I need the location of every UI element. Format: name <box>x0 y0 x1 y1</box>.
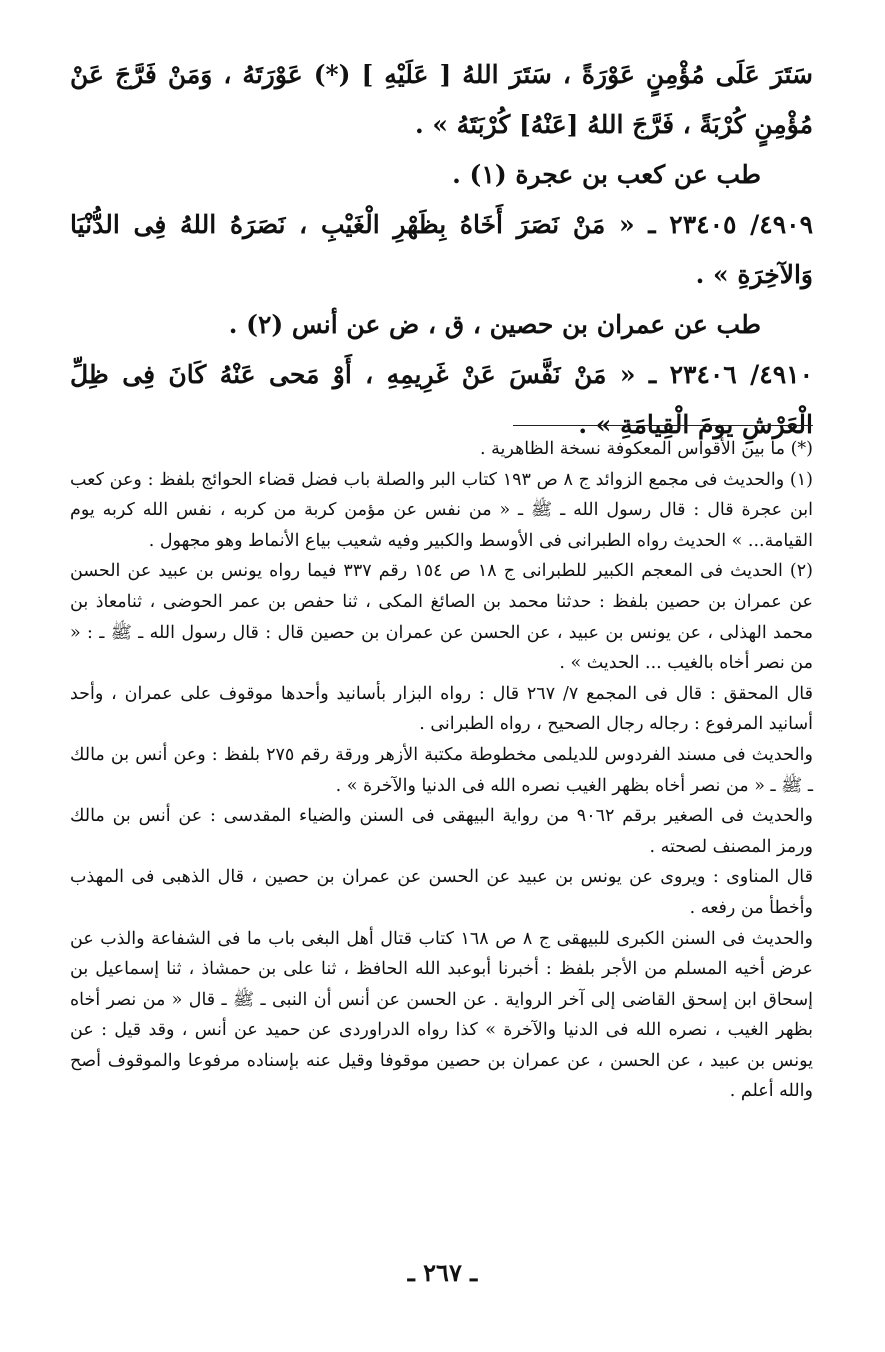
footnotes <box>70 434 813 1107</box>
source-line-2: طب عن عمران بن حصين ، ق ، ض عن أنس (٢) . <box>228 310 761 339</box>
footnote-1: (١) والحديث فى مجمع الزوائد ج ٨ ص ١٩٣ كتاب البر والصلة باب فضل قضاء الحوائج بلفظ : وعن كعب ابن عجرة قال : قال رسول الله ـ ﷺ ـ « من نفس عن مؤمن كربة من كربه ، نفس الله كربه يوم القيامة... » الحديث رواه الطبرانى فى الأوسط والكبير وفيه شعيب بياع الأنماط وهو مجهول . <box>70 469 813 551</box>
footnote-star: (*) ما بين الأقواس المعكوفة نسخة الظاهرية . <box>480 439 813 459</box>
hadith-continuation: سَتَرَ عَلَى مُؤْمِنٍ عَوْرَةً ، سَتَرَ اللهُ [ عَلَيْهِ ] (*) عَوْرَتَهُ ، وَمَنْ فَرَّجَ عَنْ مُؤْمِنٍ كُرْبَةً ، فَرَّجَ اللهُ [عَنْهُ] كُرْبَتَهُ » . <box>70 60 813 139</box>
main-text <box>70 50 813 450</box>
footnote-2-muhaqqiq: قال المحقق : قال فى المجمع ٧/ ٢٦٧ قال : رواه البزار بأسانيد وأحدها موقوف على عمران ، وأحد أسانيد المرفوع : رجاله رجال الصحيح ، رواه الطبرانى . <box>70 683 813 735</box>
hadith-4909: ٤٩٠٩/ ٢٣٤٠٥ ـ « مَنْ نَصَرَ أَخَاهُ بِظَهْرِ الْغَيْبِ ، نَصَرَهُ اللهُ فِى الدُّنْيَا وَالآخِرَةِ » . <box>70 210 813 289</box>
footnote-2-saghir: والحديث فى الصغير برقم ٩٠٦٢ من رواية البيهقى فى السنن والضياء المقدسى : عن أنس بن مالك ورمز المصنف لصحته . <box>70 806 813 857</box>
page-number: ـ ٢٦٧ ـ <box>407 1258 478 1287</box>
footnote-2-munawi: قال المناوى : ويروى عن يونس بن عبيد عن الحسن عن عمران بن حصين ، قال الذهبى فى المهذب وأخطأ من رفعه . <box>70 867 813 918</box>
source-line-1: طب عن كعب بن عجرة (١) . <box>452 160 761 189</box>
footnote-divider <box>513 425 813 426</box>
footnote-2: (٢) الحديث فى المعجم الكبير للطبرانى ج ١٨ ص ١٥٤ رقم ٣٣٧ فيما رواه يونس بن عبيد عن الحسن عن عمران بن حصين بلفظ : حدثنا محمد بن الصائغ المكى ، ثنا حفص بن عمر الحوضى ، ثنامعاذ بن محمد الهذلى ، عن يونس بن عبيد ، عن الحسن عن عمران بن حصين قال : قال رسول الله ـ ﷺ ـ : « من نصر أخاه بالغيب ... الحديث » . <box>70 561 813 674</box>
hadith-4910: ٤٩١٠/ ٢٣٤٠٦ ـ « مَنْ نَفَّسَ عَنْ غَرِيمِهِ ، أَوْ مَحى عَنْهُ كَانَ فِى ظِلِّ الْعَرْشِ يومَ الْقِيامَةِ » . <box>70 360 813 439</box>
footnote-2-firdaws: والحديث فى مسند الفردوس للديلمى مخطوطة مكتبة الأزهر ورقة رقم ٢٧٥ بلفظ : وعن أنس بن مالك ـ ﷺ ـ « من نصر أخاه بظهر الغيب نصره الله فى الدنيا والآخرة » . <box>70 744 813 796</box>
footnote-2-bayhaqi: والحديث فى السنن الكبرى للبيهقى ج ٨ ص ١٦٨ كتاب قتال أهل البغى باب ما فى الشفاعة والذب عن عرض أخيه المسلم من الأجر بلفظ : أخبرنا أبوعبد الله الحافظ ، ثنا على بن حمشاذ ، ثنا إسماعيل بن إسحاق ابن إسحق القاضى إلى آخر الرواية . عن الحسن عن أنس أن النبى ـ ﷺ ـ قال « من نصر أخاه بظهر الغيب ، نصره الله فى الدنيا والآخرة » كذا رواه الدراوردى عن حميد عن أنس ، وقد قيل : عن يونس بن عبيد ، عن الحسن ، عن عمران بن حصين موقوفا وقيل عنه بإسناده مرفوعا والموقوف أصح والله أعلم . <box>70 928 813 1102</box>
